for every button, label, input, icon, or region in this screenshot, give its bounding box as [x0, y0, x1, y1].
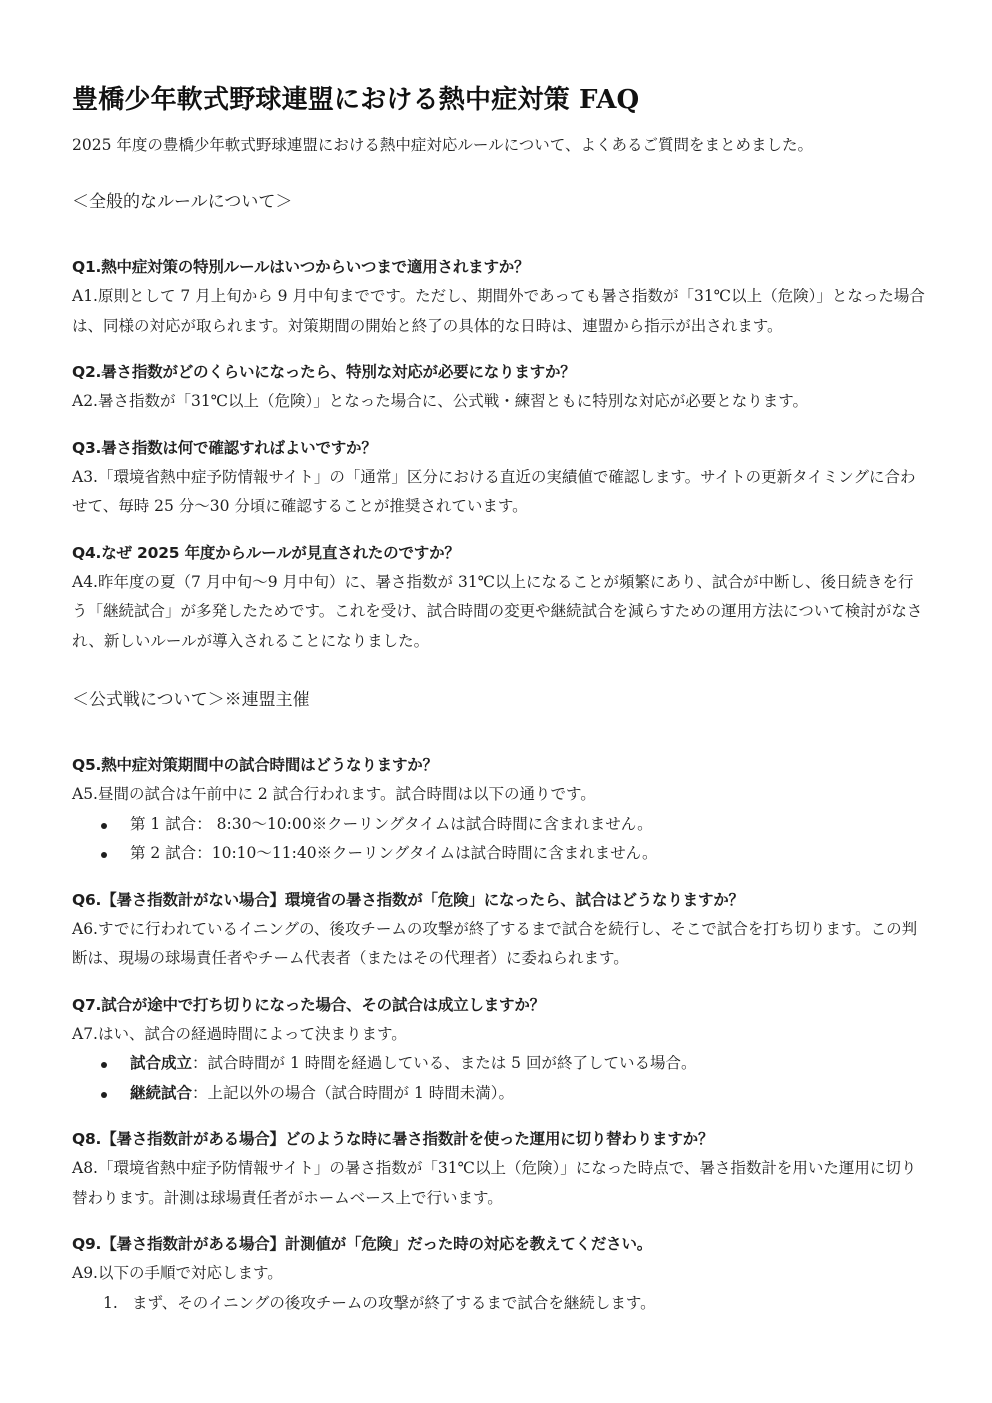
faq-item-q2 [72, 359, 927, 417]
bullet-list [72, 1049, 927, 1108]
answer-text: A3.「環境省熱中症予防情報サイト」の「通常」区分における直近の実績値で確認します。サイトの更新タイミングに合わせて、毎時 25 分〜30 分頃に確認することが推奨されています。 [72, 467, 916, 515]
answer-text: A9.以下の手順で対応します。 [72, 1264, 283, 1282]
list-item-text: 第 1 試合： 8:30〜10:00※クーリングタイムは試合時間に含まれません。 [130, 814, 653, 833]
question-text: Q9.【暑さ指数計がある場合】計測値が「危険」だった時の対応を教えてください。 [72, 1235, 653, 1253]
bullet-list [72, 810, 927, 869]
bullet-icon [101, 852, 107, 858]
numbered-list [72, 1289, 927, 1319]
bullet-icon [101, 1062, 107, 1068]
list-item [72, 839, 927, 869]
faq-item-q4 [72, 540, 927, 657]
section-heading-general: ＜全般的なルールについて＞ [72, 192, 293, 212]
list-item [72, 1289, 927, 1319]
bullet-icon [101, 1092, 107, 1098]
page-title: 豊橋少年軟式野球連盟における熱中症対策 FAQ [72, 85, 640, 115]
list-item [72, 1079, 927, 1109]
answer-text: A2.暑さ指数が「31℃以上（危険）」となった場合に、公式戦・練習ともに特別な対応が必要となります。 [72, 392, 809, 410]
answer-text: A5.昼間の試合は午前中に 2 試合行われます。試合時間は以下の通りです。 [72, 785, 596, 803]
faq-item-q5 [72, 752, 927, 869]
bullet-icon [101, 823, 107, 829]
list-item-term: 試合成立 [130, 1054, 193, 1072]
question-text: Q5.熱中症対策期間中の試合時間はどうなりますか？ [72, 756, 438, 774]
question-text: Q2.暑さ指数がどのくらいになったら、特別な対応が必要になりますか？ [72, 363, 576, 381]
question-text: Q8.【暑さ指数計がある場合】どのような時に暑さ指数計を使った運用に切り替わりますか？ [72, 1130, 714, 1148]
question-text: Q7.試合が途中で打ち切りになった場合、その試合は成立しますか？ [72, 995, 545, 1014]
question-text: Q4.なぜ 2025 年度からルールが見直されたのですか？ [72, 543, 460, 562]
intro-text: 2025 年度の豊橋少年軟式野球連盟における熱中症対応ルールについて、よくあるご質問をまとめました。 [72, 136, 813, 154]
faq-item-q9 [72, 1231, 927, 1318]
faq-item-q1 [72, 254, 927, 341]
faq-item-q3 [72, 435, 927, 522]
answer-text: A7.はい、試合の経過時間によって決まります。 [72, 1024, 407, 1043]
faq-document [72, 78, 927, 1318]
answer-text: A8.「環境省熱中症予防情報サイト」の暑さ指数が「31℃以上（危険）」になった時点で、暑さ指数計を用いた運用に切り替わります。計測は球場責任者がホームベース上で行います。 [72, 1159, 917, 1207]
question-text: Q6.【暑さ指数計がない場合】環境省の暑さ指数が「危険」になったら、試合はどうなりますか？ [72, 890, 744, 909]
list-item [72, 810, 927, 840]
list-item [72, 1049, 927, 1079]
list-item-text: ：試合時間が 1 時間を経過している、または 5 回が終了している場合。 [192, 1054, 697, 1072]
answer-text: A6.すでに行われているイニングの、後攻チームの攻撃が終了するまで試合を続行し、そこで試合を打ち切ります。この判断は、現場の球場責任者やチーム代表者（またはその代理者）に委ねられます。 [72, 919, 918, 967]
answer-text: A1.原則として 7 月上旬から 9 月中旬までです。ただし、期間外であっても暑さ指数が「31℃以上（危険）」となった場合は、同様の対応が取られます。対策期間の開始と終了の具体的な日時は、連盟から指示が出されます。 [72, 287, 925, 335]
answer-text: A4.昨年度の夏（7 月中旬〜9 月中旬）に、暑さ指数が 31℃以上になることが頻繁にあり、試合が中断し、後日続きを行う「継続試合」が多発したためです。これを受け、試合時間の変更や継続試合を減らすための運用方法について検討がなされ、新しいルールが導入されることになりました。 [72, 572, 923, 650]
list-item-text: ：上記以外の場合（試合時間が 1 時間未満）。 [192, 1083, 514, 1102]
faq-item-q8 [72, 1126, 927, 1213]
list-item-term: 継続試合 [130, 1083, 193, 1102]
list-number: 1. [103, 1293, 118, 1312]
list-item-text: 第 2 試合：10:10〜11:40※クーリングタイムは試合時間に含まれません。 [130, 844, 658, 862]
list-item-text: まず、そのイニングの後攻チームの攻撃が終了するまで試合を継続します。 [132, 1293, 656, 1312]
question-text: Q1.熱中症対策の特別ルールはいつからいつまで適用されますか？ [72, 258, 530, 276]
faq-item-q7 [72, 992, 927, 1109]
faq-item-q6 [72, 887, 927, 974]
question-text: Q3.暑さ指数は何で確認すればよいですか？ [72, 438, 377, 457]
section-heading-official-games: ＜公式戦について＞※連盟主催 [72, 690, 310, 710]
